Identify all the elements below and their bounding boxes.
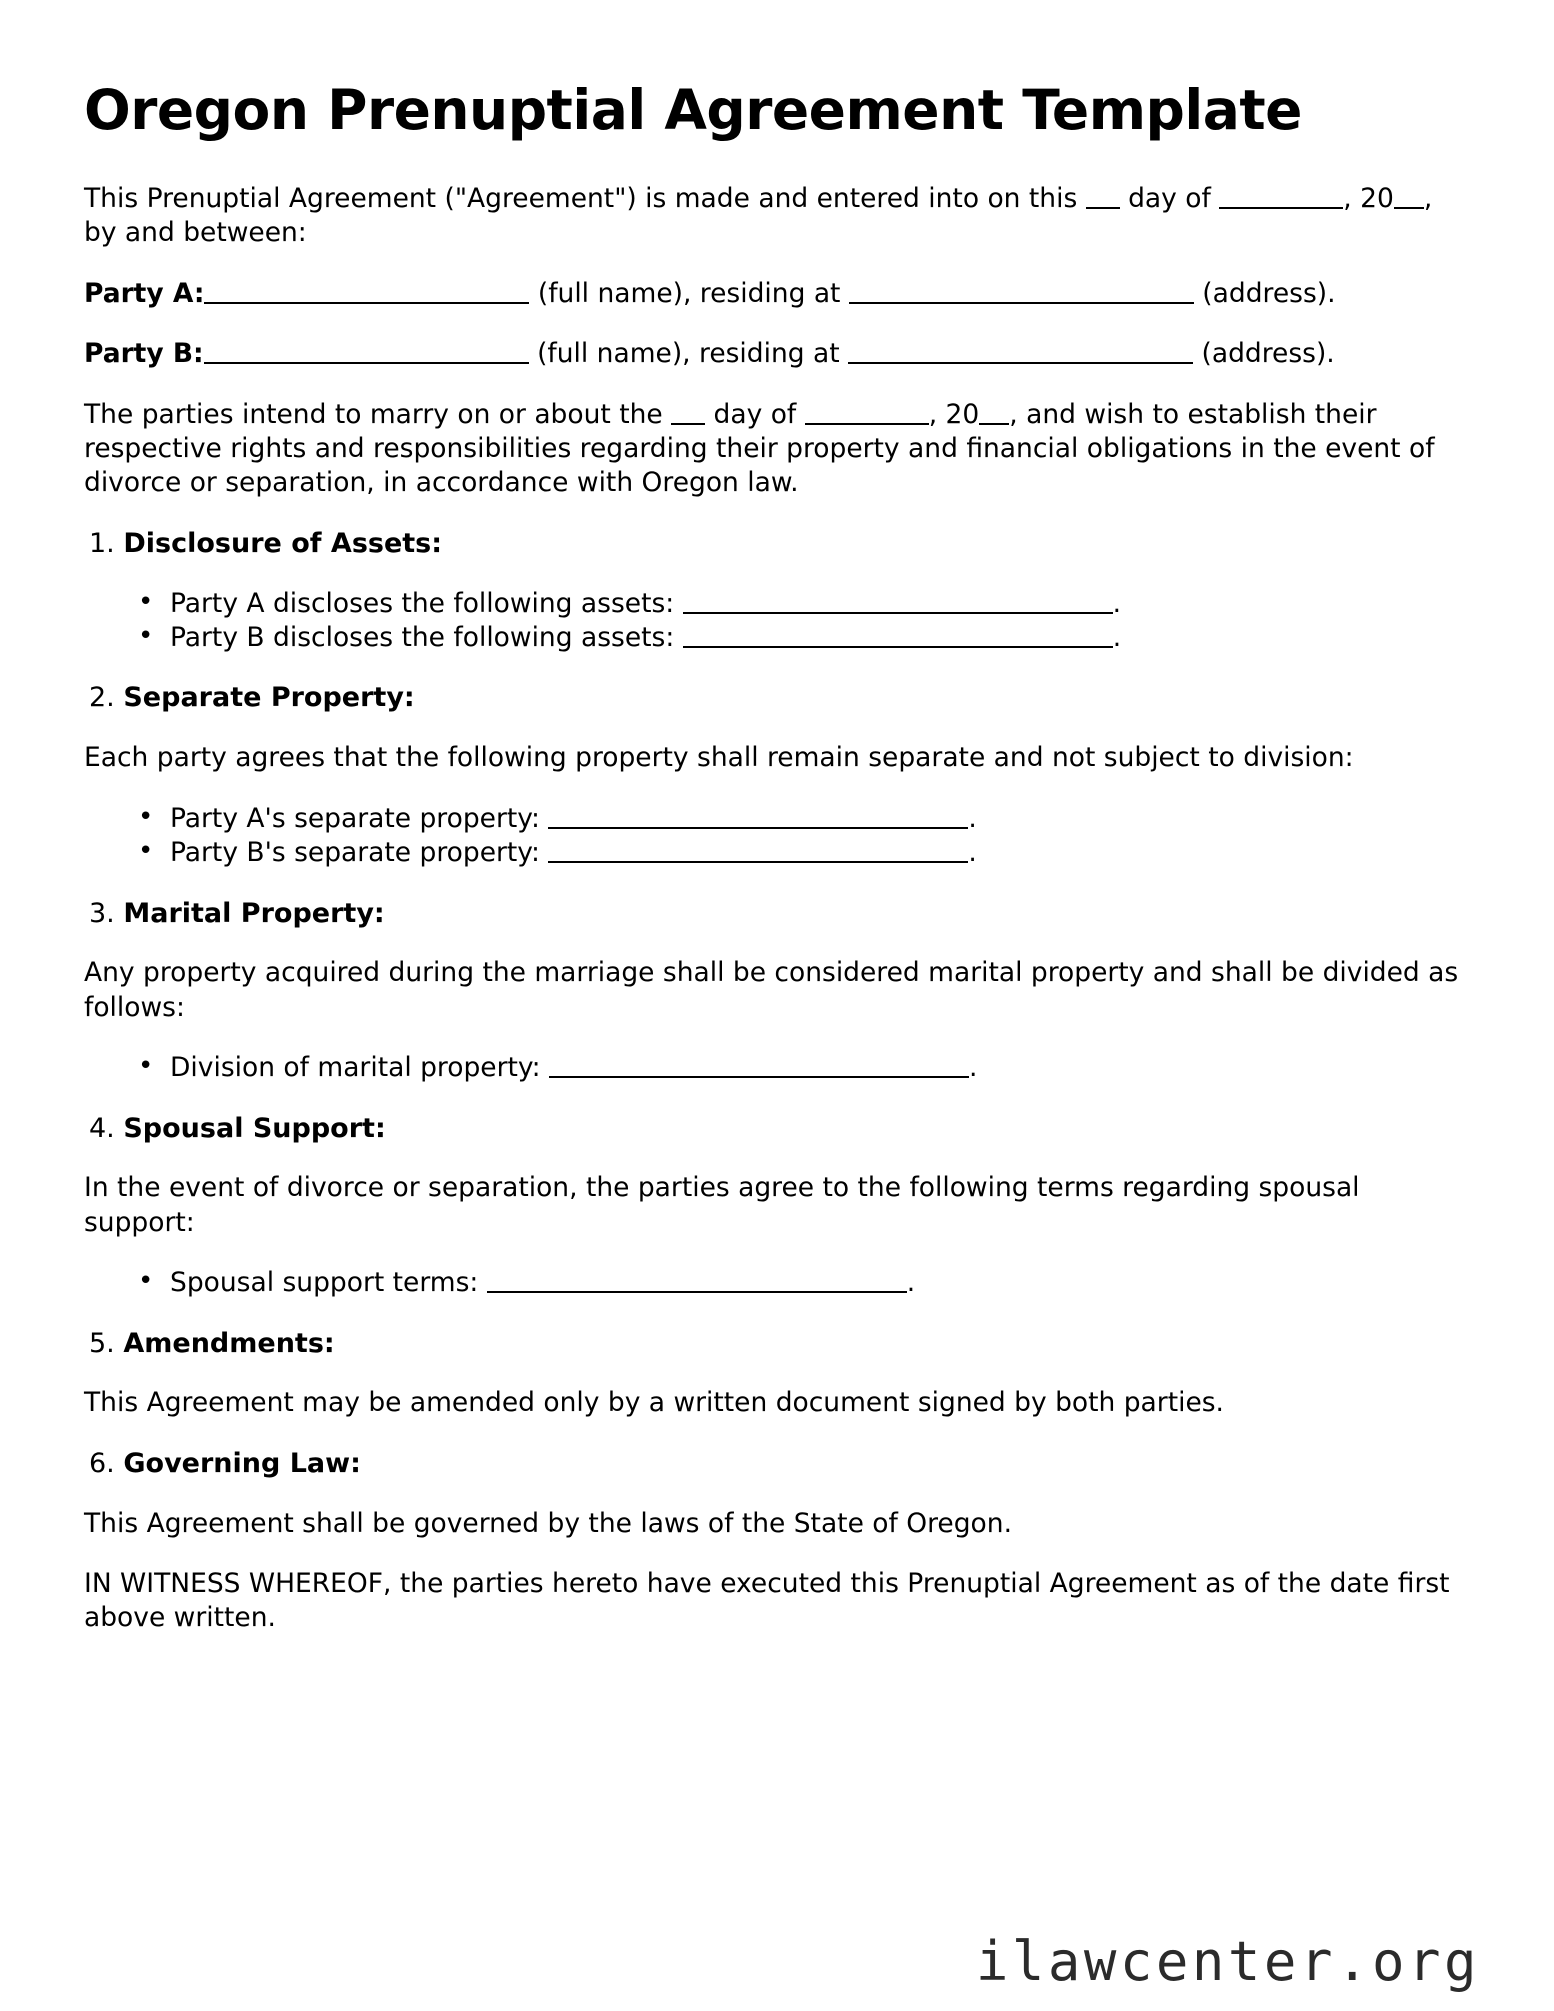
bullet-suffix: . [906, 1267, 916, 1299]
bullet-blank [548, 837, 968, 863]
bullet-label: Spousal support terms: [170, 1267, 487, 1299]
section-bullets-1 [84, 587, 1466, 656]
marriage-text-3: , 20 [928, 398, 980, 430]
party-a-after-name: (full name), residing at [529, 277, 849, 309]
list-item [130, 1266, 1466, 1300]
intro-paragraph [84, 182, 1466, 251]
bullet-label: Division of marital property: [170, 1052, 549, 1084]
marriage-day-blank [671, 398, 705, 424]
party-b-address-blank [848, 338, 1193, 364]
section-bullets-4 [84, 1266, 1466, 1300]
party-a-name-blank [204, 277, 529, 303]
party-b-name-blank [204, 338, 529, 364]
party-a-after-address: (address). [1193, 277, 1336, 309]
section-number-5: 5. [89, 1327, 115, 1359]
list-item [130, 836, 1466, 870]
party-a-paragraph [84, 277, 1466, 311]
bullet-suffix: . [1112, 622, 1122, 653]
bullet-suffix: . [1112, 587, 1122, 619]
section-number-2: 2. [89, 682, 115, 714]
section-label-2: Separate Property: [123, 682, 415, 714]
marriage-text-1: The parties intend to marry on or about the [84, 398, 672, 430]
marriage-month-blank [805, 398, 929, 424]
intro-month-blank [1219, 182, 1343, 208]
section-label-5: Amendments: [123, 1327, 335, 1359]
section-number-3: 3. [89, 897, 115, 929]
section-body-3: Any property acquired during the marriage shall be considered marital property and shall be divided as follows: [84, 957, 1459, 1023]
party-a-address-blank [849, 277, 1194, 303]
marriage-text-4: , and wish to establish their respective rights and responsibilities regarding their property and financial obligations in the event of divorce or separation, in accordance with Oregon law. [84, 398, 1435, 499]
section-label-3: Marital Property: [123, 897, 385, 929]
marriage-year-blank [979, 398, 1009, 424]
intro-text-1: This Prenuptial Agreement ("Agreement") is made and entered into on this [84, 182, 1086, 214]
section-heading-2 [84, 681, 1466, 715]
section-body-2: Each party agrees that the following property shall remain separate and not subject to division: [84, 742, 1354, 774]
bullet-suffix: . [968, 1052, 978, 1084]
section-body-6: This Agreement shall be governed by the laws of the State of Oregon. [84, 1507, 1012, 1539]
bullet-suffix: . [968, 837, 977, 869]
section-label-6: Governing Law: [123, 1447, 361, 1479]
party-b-label: Party B: [84, 338, 204, 370]
section-body-5: This Agreement may be amended only by a written document signed by both parties. [84, 1387, 1224, 1419]
bullet-label: Party A's separate property: [170, 802, 549, 834]
bullet-blank [549, 1052, 969, 1078]
intro-text-2: day of [1119, 182, 1220, 214]
intro-day-blank [1086, 182, 1120, 208]
section-label-4: Spousal Support: [123, 1112, 386, 1144]
section-heading-5 [84, 1327, 1466, 1361]
list-item [130, 587, 1466, 621]
party-a-label: Party A: [84, 277, 205, 309]
party-b-after-name: (full name), residing at [528, 338, 849, 370]
list-item [130, 1051, 1466, 1085]
bullet-blank [548, 802, 968, 828]
section-heading-3 [84, 897, 1466, 931]
marriage-text-2: day of [705, 398, 805, 430]
bullet-blank [683, 622, 1113, 648]
section-body-4: In the event of divorce or separation, the parties agree to the following terms regarding spousal support: [84, 1172, 1360, 1238]
closing-paragraph: IN WITNESS WHEREOF, the parties hereto have executed this Prenuptial Agreement as of the date first above written. [84, 1568, 1450, 1634]
section-label-1: Disclosure of Assets: [123, 527, 443, 559]
section-number-4: 4. [89, 1112, 115, 1144]
list-item [130, 621, 1466, 655]
party-b-paragraph [84, 337, 1466, 371]
bullet-blank [487, 1267, 907, 1293]
party-b-after-address: (address). [1193, 338, 1335, 370]
bullet-label: Party A discloses the following assets: [170, 587, 683, 619]
intro-year-blank [1394, 182, 1424, 208]
list-item [130, 802, 1466, 836]
bullet-label: Party B's separate property: [170, 837, 549, 869]
page-title: Oregon Prenuptial Agreement Template [84, 78, 1302, 142]
bullet-suffix: . [968, 802, 977, 834]
marriage-intent-paragraph [84, 398, 1466, 501]
section-number-1: 1. [89, 527, 115, 559]
intro-text-4: , by and between: [84, 182, 1433, 249]
section-bullets-2 [84, 802, 1466, 871]
bullet-blank [683, 587, 1113, 613]
intro-text-3: , 20 [1343, 182, 1394, 214]
section-heading-1 [84, 527, 1466, 561]
section-heading-4 [84, 1112, 1466, 1146]
section-bullets-3 [84, 1051, 1466, 1085]
site-watermark: ilawcenter.org [975, 1930, 1480, 1993]
section-heading-6 [84, 1447, 1466, 1481]
bullet-label: Party B discloses the following assets: [170, 622, 683, 653]
section-number-6: 6. [89, 1447, 115, 1479]
